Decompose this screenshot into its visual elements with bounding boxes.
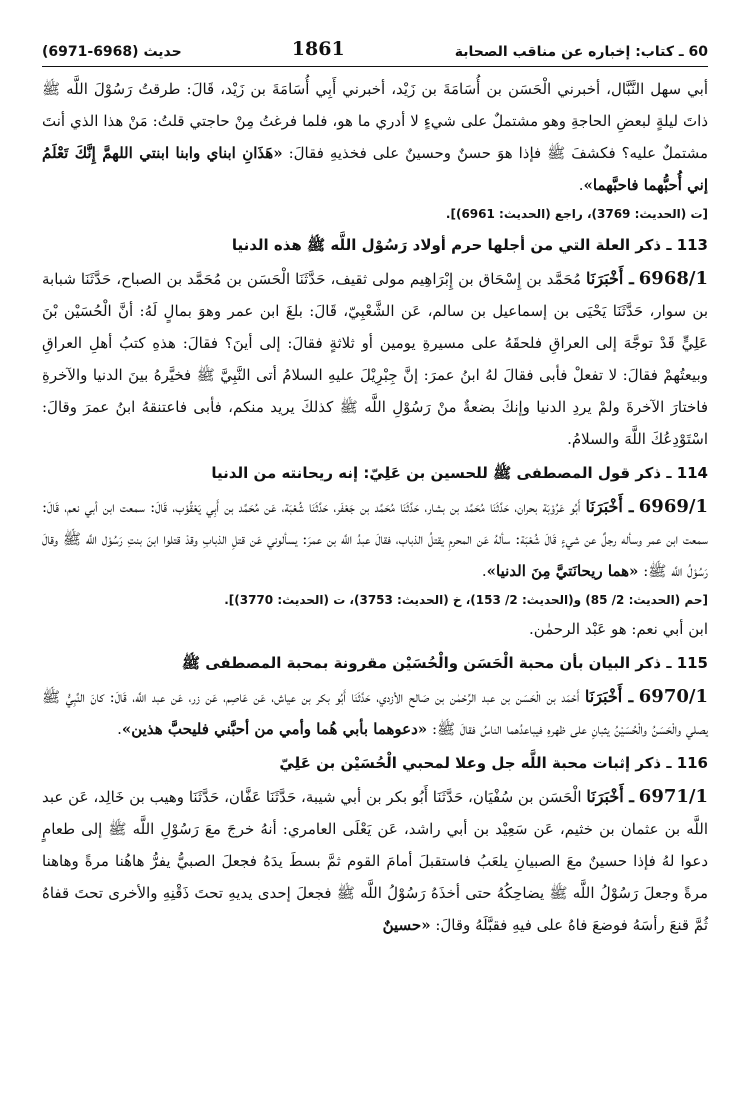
prophetic-quote-start: «حسينٌ <box>382 916 431 934</box>
hadith-6970 <box>42 681 708 745</box>
section-heading-113: 113 ـ ذكر العلة التي من أجلها حرم أولاد رَسُوْل اللَّه ﷺ هذه الدنيا <box>231 236 708 254</box>
sentence-end: . <box>117 720 122 738</box>
hadith-range <box>42 44 182 60</box>
sentence-end: . <box>578 176 584 194</box>
hadith-number: 6968/1 <box>638 268 708 289</box>
section-heading-114: 114 ـ ذكر قول المصطفى ﷺ للحسين بن عَلِيّ: إنه ريحانته من الدنيا <box>211 464 708 482</box>
akhbarana-word: ـ أَخْبَرَنَا <box>586 269 634 288</box>
hadith-range-numbers: (6971-6968) <box>42 44 139 60</box>
section-heading-116: 116 ـ ذكر إثبات محبة اللَّه جل وعلا لمحبي الْحُسَيْن بن عَلِيّ <box>279 754 708 772</box>
akhbarana-word: ـ أَخْبَرَنَا <box>585 497 634 516</box>
hadith-reference: [حم (الحديث: 2/ 85) و(الحديث: 2/ 153)، خ (الحديث: 3753)، ت (الحديث: 3770)]. <box>224 593 708 607</box>
chapter-title: 60 ـ كتاب: إخباره عن مناقب الصحابة <box>454 44 708 60</box>
sentence-end: . <box>481 562 487 580</box>
hadith-reference: [ت (الحديث: 3769)، راجع (الحديث: 6961)]. <box>445 207 708 221</box>
hadith-number: 6971/1 <box>638 786 708 807</box>
hadith-6969 <box>42 491 708 587</box>
continued-hadith <box>42 73 708 201</box>
hadith-6971 <box>42 781 708 941</box>
page-number: 1861 <box>291 38 345 60</box>
page-header <box>42 38 708 67</box>
prophetic-quote: «هَذَانِ ابناي وابنا ابنتي اللهمَّ إِنَّكَ تَعْلَمُ إني أُحبُّهما فاحبَّهما» <box>42 144 708 194</box>
continued-hadith-text: أبي سهل النَّبَّال، أخبرني الْحَسَن بن أُسَامَةَ بن زَيْد، أخبرني أَبِي أُسَامَةَ بن زَيْد، قَالَ: طرقتُ رَسُوْلَ اللَّه ﷺ ذاتَ ليلةٍ لبعضِ الحاجةِ وهو مشتملٌ على شيءٍ لا أدري ما هو، فلما فرغتُ مِنْ حاجتي قلتُ: مَنْ هذا الذي أنتَ مشتملٌ عليه؟ فكشفَ ﷺ فإذا هوَ حسنٌ وحسينٌ على فخذيهِ فقالَ: <box>42 80 708 162</box>
akhbarana-word: ـ أَخْبَرَنَا <box>584 687 634 706</box>
editor-note: ابن أبي نعم: هو عَبْد الرحمٰن. <box>528 620 708 638</box>
hadith-text: الْحَسَن بن سُفْيَان، حَدَّثَنَا أَبُو بكر بن أبي شيبة، حَدَّثَنَا عَفَّان، حَدَّثَنَا وهيب بن خَالِد، عَن عبد اللَّه بن عثمان بن خثيم، عَن سَعِيْد بن أبي راشد، عَن يَعْلَى العامري: أنهُ خرجَ معَ رَسُوْلِ اللَّه ﷺ إلى طعامٍ دعوا لهُ فإذا حسينٌ معَ الصبيانِ يلعَبُ فاستقبلَ أمامَ القوم ثمَّ بسطَ يدَهُ فجعلَ الصبيُّ يفرُّ هاهُنا مرةً وهاهنا مرةً وجعلَ رَسُوْلُ اللَّه ﷺ يضاحِكُهُ حتى أخذَهُ رَسُوْلُ اللَّه ﷺ فجعلَ إحدى يديهِ تحتَ ذَقْنِهِ والأخرى تحتَ قفاهُ ثُمَّ قنعَ رأسَهُ فوضعَ فاهُ على فيهِ فقبَّلَهُ وقالَ: <box>42 788 708 934</box>
hadith-text: أَبُو عَرُوْبَة بحران، حَدَّثَنَا مُحَمَّد بن بشار، حَدَّثَنَا مُحَمَّد بن جَعْفَر، حَدَّثَنَا شُعْبَة، عَن مُحَمَّد بن أَبِي يَعْقُوْب، قَالَ: سمعت ابن أبي نعم، قَالَ: سمعت ابن عمر وسأله رجلٌ عن شيءٍ قَالَ شُعْبَة: سألهُ عَن المحرمِ يقتلُ الذباب، فقالَ عبدُ اللَّه بن عمرَ: يسألوني عَن قتلِ الذبابِ وقدْ قتلوا ابنَ بنتِ رَسُوْل اللَّه ﷺ وقالَ رَسُوْلُ اللَّه ﷺ: <box>42 498 708 580</box>
hadith-text: مُحَمَّد بن إِسْحَاق بن إِبْرَاهِيم مولى ثقيف، حَدَّثَنَا الْحَسَن بن مُحَمَّد بن الصباح، حَدَّثَنَا شبابة بن سوار، حَدَّثَنَا يَحْيَى بن إسماعيل بن سالم، عَن الشَّعْبِيّ، قَالَ: بلغَ ابن عمر وهوَ بمالٍ لَهُ: أنَّ الْحُسَيْن بْنَ عَلِيٍّ قَدْ توجَّهَ إلى العراقِ فلحقَهُ على مسيرةِ يومين أو ثلاثةٍ فقالَ: إلى أينَ؟ فقالَ: هذهِ كتبُ أهلِ العراقِ وبيعتُهمْ فقالَ: لا تفعلْ فأبى فقالَ لهُ ابنُ عمرَ: إنَّ جِبْرِيْلَ عليهِ السلامُ أتى النَّبِيَّ ﷺ فخيَّرهُ بينَ الدنيا والآخرةِ فاختارَ الآخرةَ ولمْ يردِ الدنيا وإنكَ بضعةٌ منْ رَسُوْلِ اللَّه ﷺ كذلكَ يريد منكم، فأبى فاعتنقهُ ابنُ عمرَ وقالَ: اسْتَوْدِعُكَ اللَّهَ والسلامُ. <box>42 270 708 448</box>
akhbarana-word: ـ أَخْبَرَنَا <box>586 787 634 806</box>
prophetic-quote: «دعوهما بأبي هُما وأمي من أحبَّني فليحبَّ هذين» <box>121 720 428 738</box>
hadith-6968 <box>42 263 708 455</box>
hadith-range-label: حديث <box>143 44 182 60</box>
section-heading-115: 115 ـ ذكر البيان بأن محبة الْحَسَن والْحُسَيْن مقرونة بمحبة المصطفى ﷺ <box>181 654 708 672</box>
hadith-number: 6970/1 <box>638 686 708 707</box>
page-body <box>42 73 708 941</box>
hadith-number: 6969/1 <box>638 496 708 517</box>
prophetic-quote: «هما ريحانَتيَّ مِنَ الدنيا» <box>486 562 639 580</box>
hadith-text: أَحْمَد بن الْحَسَن بن عبد الرَّحْمٰن بن صَالح الأزدي، حَدَّثَنَا أَبُو بكر بن عياش، عَن عَاصِم، عَن زر، عَن عبد اللَّه، قَالَ: كانَ النَّبِيُّ ﷺ يصلي والْحَسَنُ والْحُسَيْنُ يثبانِ على ظهرهِ فيباعدُهما الناسُ فقالَ ﷺ: <box>42 688 708 738</box>
